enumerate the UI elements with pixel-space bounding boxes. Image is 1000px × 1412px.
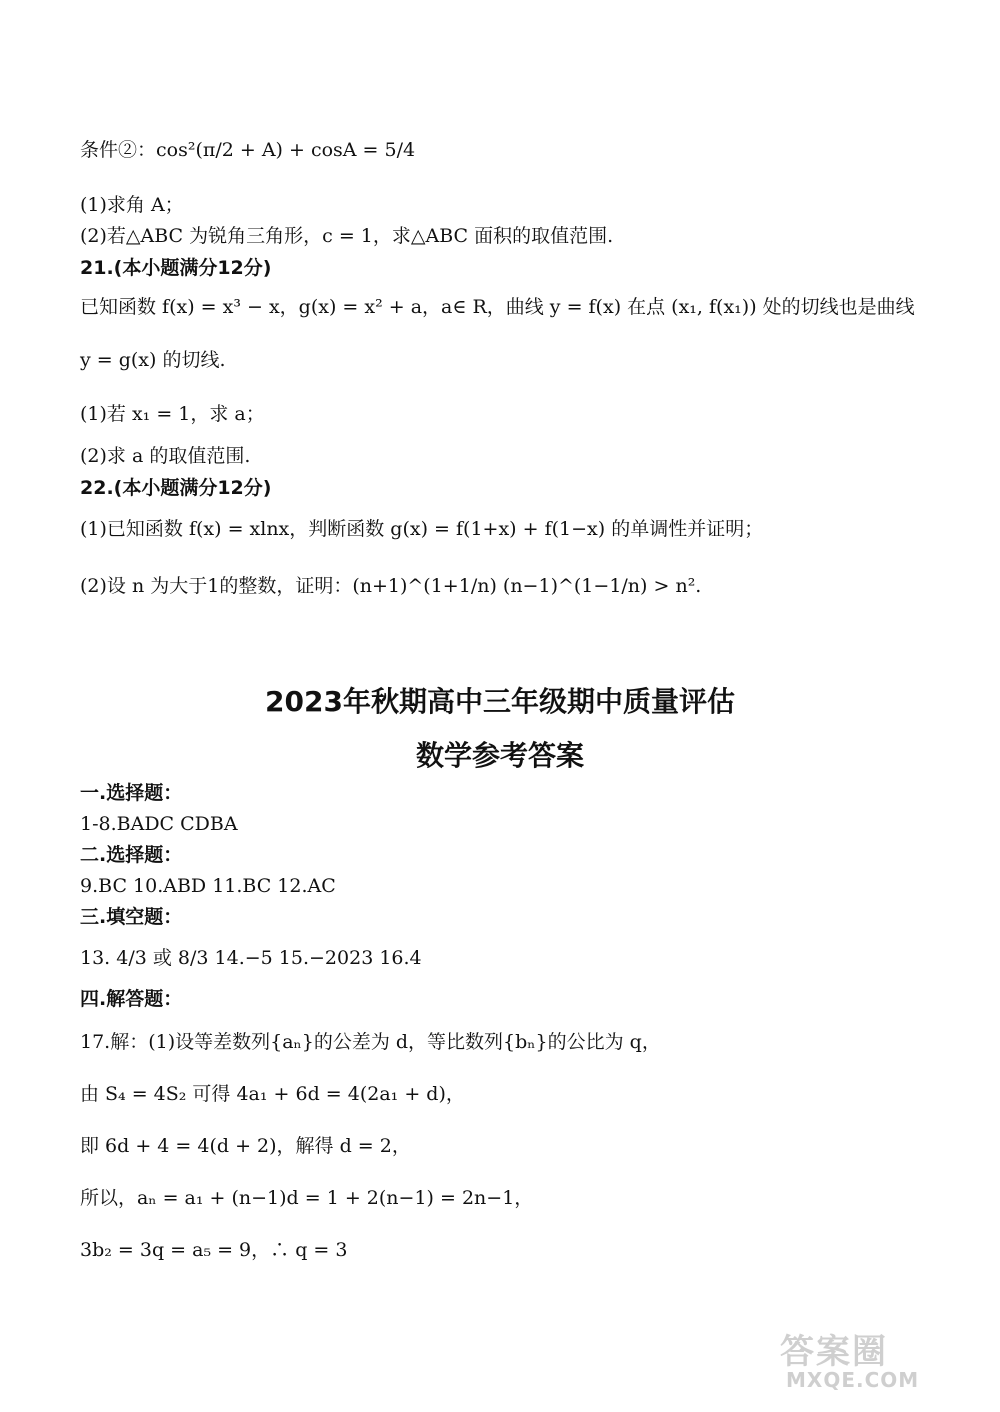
condition-2: 条件②：cos²(π/2 + A) + cosA = 5/4 (80, 139, 416, 161)
p22-question-1: (1)已知函数 f(x) = xlnx，判断函数 g(x) = f(1+x) + f(1−x) 的单调性并证明； (80, 518, 764, 540)
solution-17-line3: 即 6d + 4 = 4(d + 2)，解得 d = 2， (80, 1135, 411, 1157)
solution-17-line2: 由 S₄ = 4S₂ 可得 4a₁ + 6d = 4(2a₁ + d)， (80, 1083, 465, 1105)
p22-question-2: (2)设 n 为大于1的整数，证明：(n+1)^(1+1/n) (n−1)^(1−1/n) > n². (80, 575, 702, 597)
solution-17-line4: 所以，aₙ = a₁ + (n−1)d = 1 + 2(n−1) = 2n−1， (80, 1187, 534, 1209)
p21-stem-line2: y = g(x) 的切线. (80, 349, 226, 371)
section-1-heading: 一.选择题： (80, 782, 183, 804)
site-watermark (780, 1324, 960, 1394)
section-3-answers: 13. 4/3 或 8/3 14.−5 15.−2023 16.4 (80, 947, 422, 969)
p22-header: 22.(本小题满分12分) (80, 477, 272, 499)
p21-header: 21.(本小题满分12分) (80, 257, 272, 279)
section-3-heading: 三.填空题： (80, 906, 183, 928)
answer-title: 2023年秋期高中三年级期中质量评估 (265, 685, 735, 718)
p20-question-1: (1)求角 A； (80, 194, 184, 216)
watermark-url: MXQE.COM (786, 1368, 920, 1392)
section-1-answers: 1-8.BADC CDBA (80, 813, 238, 835)
p21-stem-line1: 已知函数 f(x) = x³ − x，g(x) = x² + a，a∈ R，曲线 y = f(x) 在点 (x₁, f(x₁)) 处的切线也是曲线 (80, 296, 915, 318)
section-2-answers: 9.BC 10.ABD 11.BC 12.AC (80, 875, 336, 897)
section-4-heading: 四.解答题： (80, 988, 183, 1010)
p21-question-2: (2)求 a 的取值范围. (80, 445, 251, 467)
p20-question-2: (2)若△ABC 为锐角三角形，c = 1，求△ABC 面积的取值范围. (80, 225, 614, 247)
answer-subtitle: 数学参考答案 (415, 739, 584, 772)
section-2-heading: 二.选择题： (80, 844, 183, 866)
p21-question-1: (1)若 x₁ = 1，求 a； (80, 403, 265, 425)
solution-17-line5: 3b₂ = 3q = a₅ = 9，∴ q = 3 (80, 1239, 348, 1261)
solution-17-line1: 17.解：(1)设等差数列{aₙ}的公差为 d，等比数列{bₙ}的公比为 q， (80, 1031, 661, 1053)
watermark-logo-text: 答案圈 (780, 1332, 888, 1372)
